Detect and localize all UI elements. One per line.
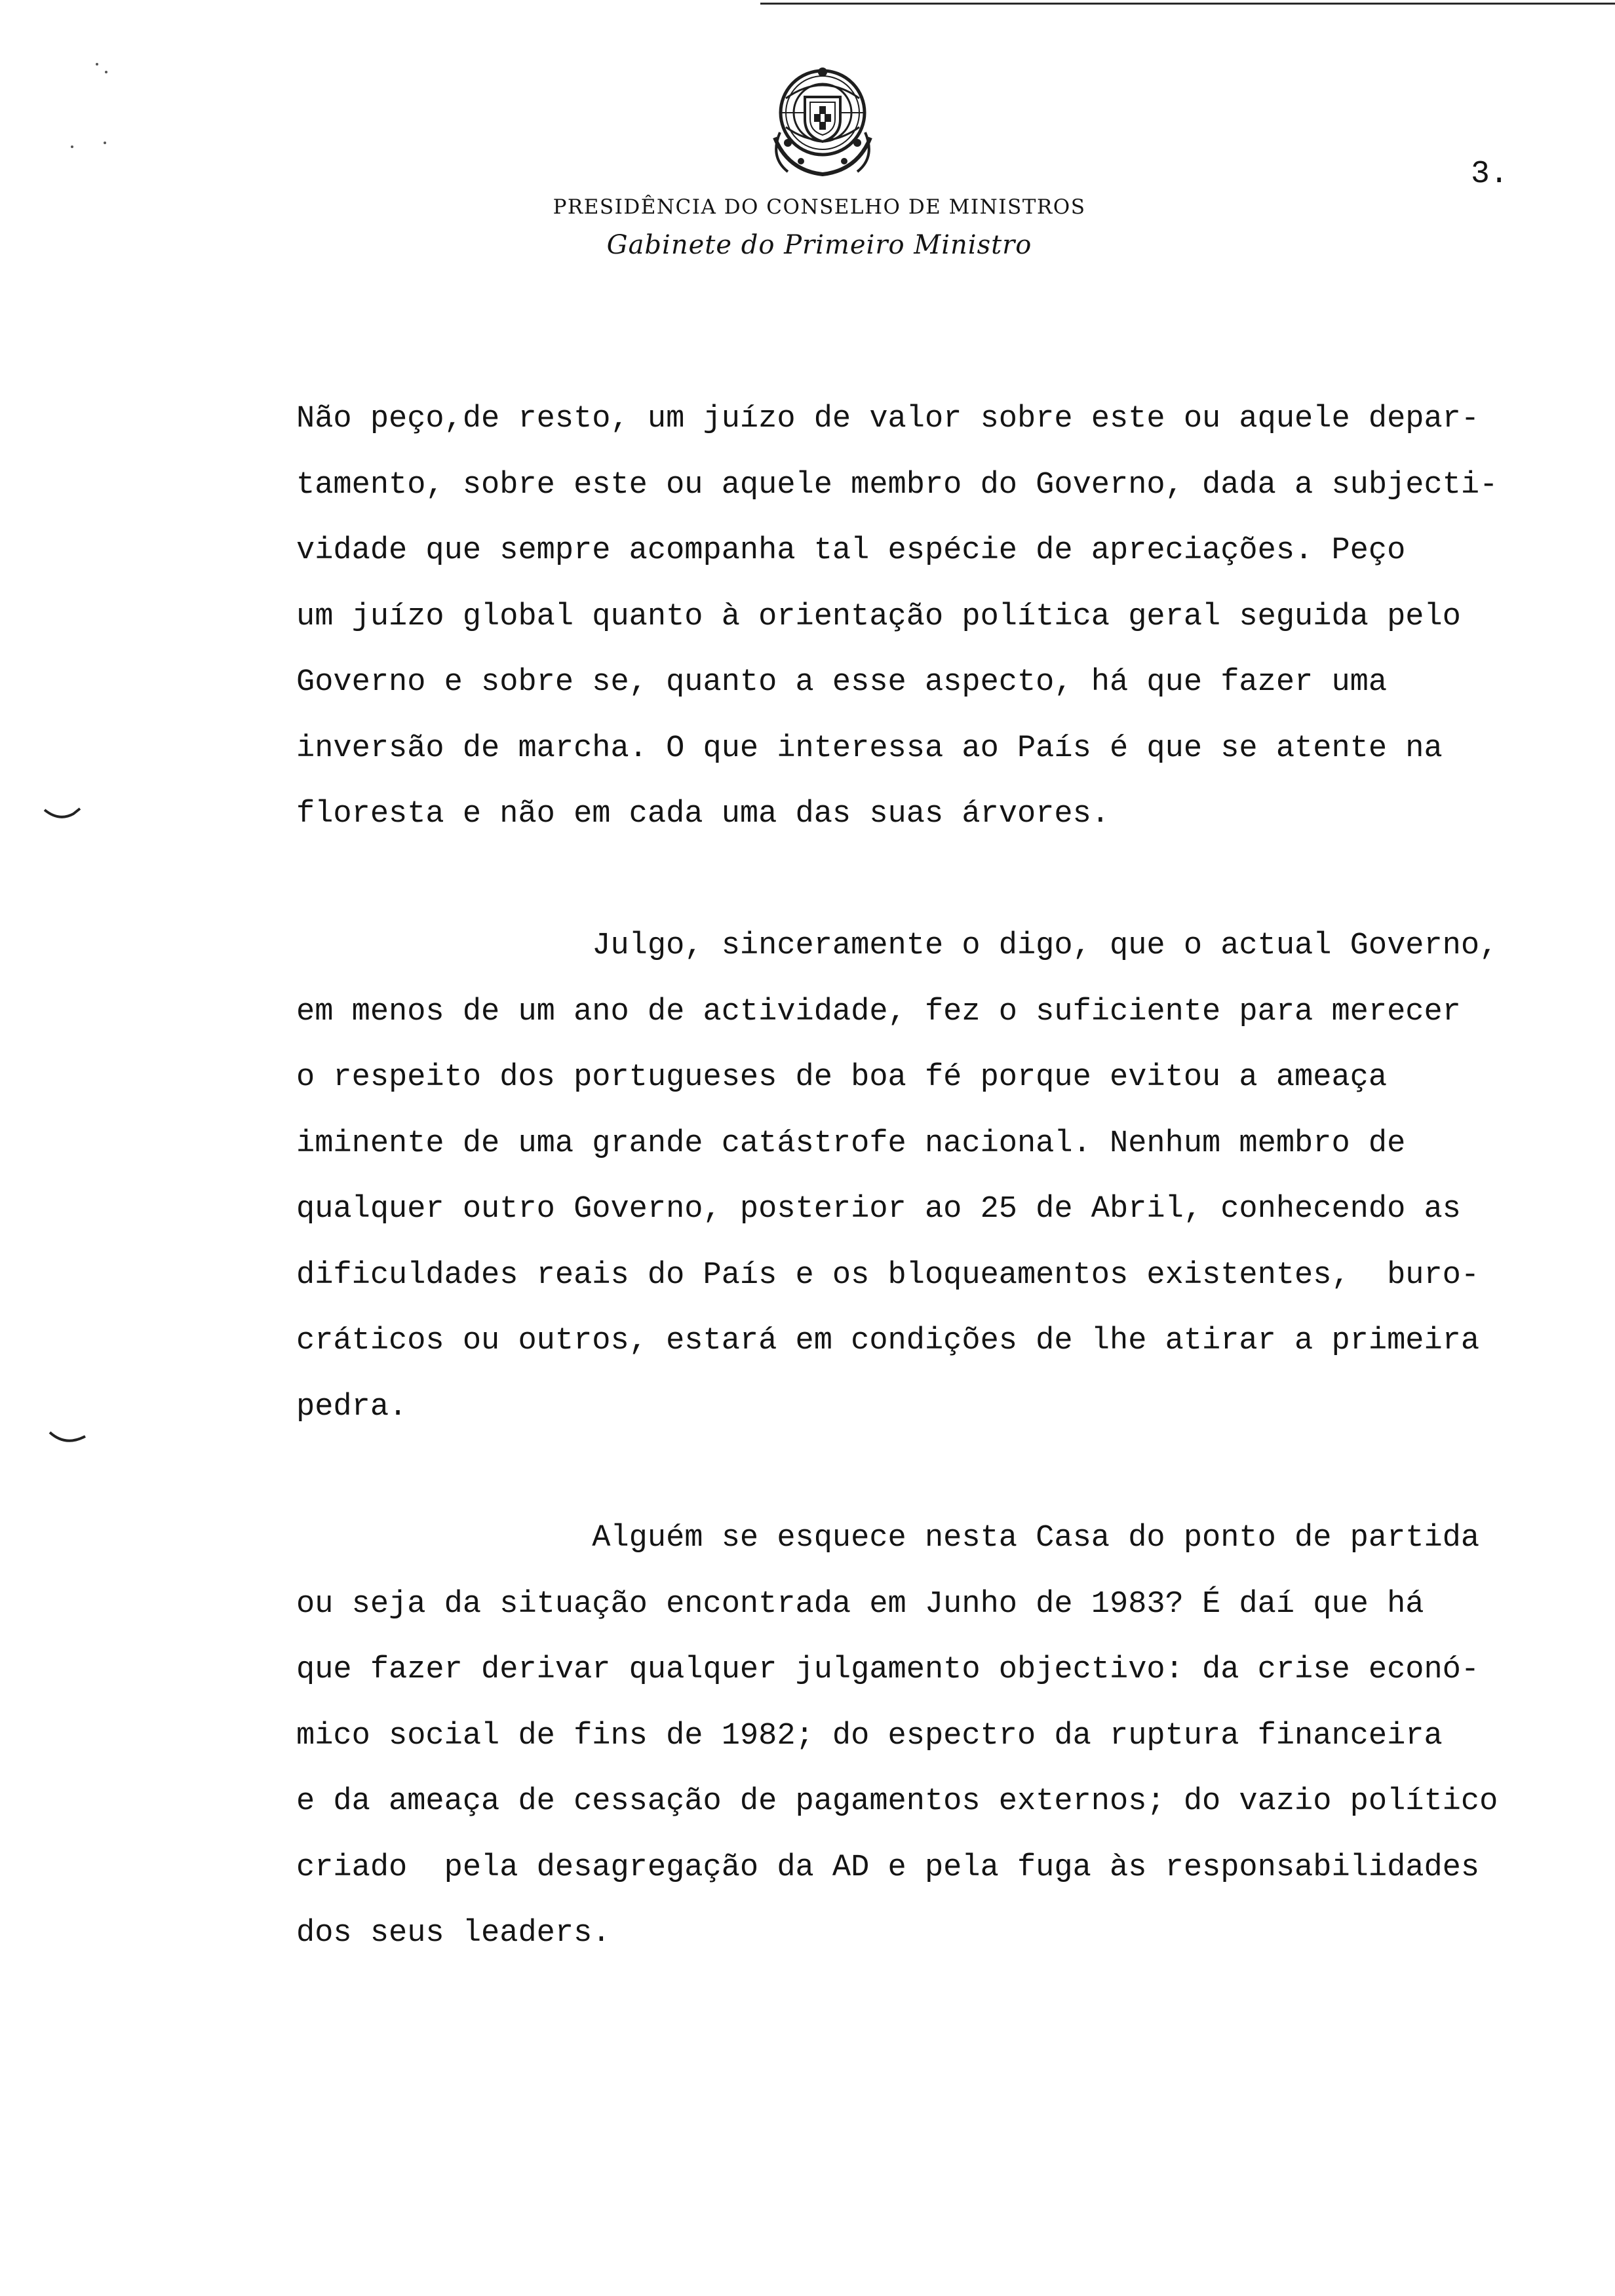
paragraph: [296, 1506, 1581, 1967]
scan-speck: [105, 71, 107, 73]
paragraph: [296, 387, 1581, 848]
text-line: tamento, sobre este ou aquele membro do Governo, dada a subjecti-: [296, 467, 1498, 503]
text-line: Alguém se esquece nesta Casa do ponto de partida: [296, 1521, 1480, 1556]
text-line: mico social de fins de 1982; do espectro da ruptura financeira: [296, 1718, 1443, 1753]
coat-of-arms-emblem: [762, 59, 884, 183]
text-line: cráticos ou outros, estará em condições de lhe atirar a primeira: [296, 1324, 1480, 1358]
text-line: dificuldades reais do País e os bloqueamentos existentes, buro-: [296, 1257, 1480, 1293]
scan-speck: [104, 142, 106, 144]
paragraph: [296, 913, 1581, 1440]
scan-speck: [96, 63, 98, 66]
page-number: 3.: [1471, 157, 1509, 192]
text-line: que fazer derivar qualquer julgamento objectivo: da crise econó-: [296, 1653, 1480, 1687]
text-line: um juízo global quanto à orientação política geral seguida pelo: [296, 599, 1461, 634]
text-line: iminente de uma grande catástrofe nacional. Nenhum membro de: [296, 1126, 1406, 1161]
scan-speck: [71, 145, 73, 148]
text-line: Não peço,de resto, um juízo de valor sobre este ou aquele depar-: [296, 402, 1480, 436]
text-line: Julgo, sinceramente o digo, que o actual Governo,: [296, 928, 1498, 963]
text-line: em menos de um ano de actividade, fez o suficiente para merecer: [296, 994, 1461, 1029]
margin-check-mark: [43, 807, 81, 823]
text-line: ou seja da situação encontrada em Junho de 1983? É daí que há: [296, 1586, 1424, 1622]
text-line: inversão de marcha. O que interessa ao País é que se atente na: [296, 731, 1443, 766]
text-line: o respeito dos portugueses de boa fé porque evitou a ameaça: [296, 1060, 1388, 1095]
letterhead-office-title: PRESIDÊNCIA DO CONSELHO DE MINISTROS: [553, 195, 1086, 219]
text-line: e da ameaça de cessação de pagamentos externos; do vazio político: [296, 1784, 1498, 1819]
text-line: qualquer outro Governo, posterior ao 25 de Abril, conhecendo as: [296, 1192, 1461, 1227]
margin-check-mark: [49, 1431, 87, 1447]
text-line: floresta e não em cada uma das suas árvores.: [296, 797, 1110, 832]
top-edge-rule: [760, 3, 1615, 5]
text-line: Governo e sobre se, quanto a esse aspecto, há que fazer uma: [296, 665, 1388, 700]
text-line: pedra.: [296, 1389, 408, 1425]
letterhead-cabinet-name: Gabinete do Primeiro Ministro: [606, 230, 1032, 260]
text-line: criado pela desagregação da AD e pela fuga às responsabilidades: [296, 1850, 1480, 1885]
text-line: dos seus leaders.: [296, 1916, 611, 1951]
text-line: vidade que sempre acompanha tal espécie de apreciações. Peço: [296, 533, 1406, 568]
